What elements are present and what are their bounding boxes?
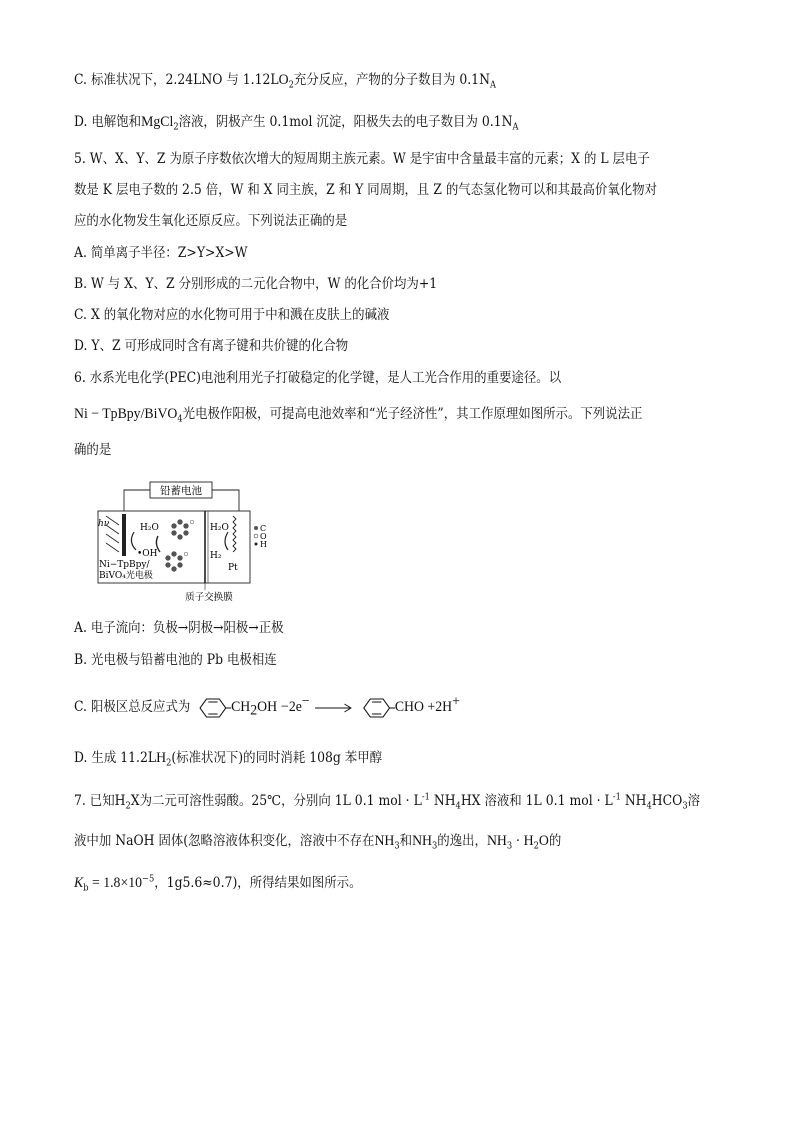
q6-option-d: D. 生成 $11.2LH_2$(标准状况下)的同时消耗 108g 苯甲醇 bbox=[74, 750, 383, 769]
pec-cell-diagram bbox=[94, 478, 278, 604]
q7-stem-line1: 7. 已知$H_2X$为二元可溶性弱酸。25℃，分别向 1L 0.1 mol · $L^{-1}$ $NH_4HX$ 溶液和 1L 0.1 mol · $L^{-1}$ $NH_4HCO_3$溶 bbox=[74, 792, 701, 812]
h2-label: H₂ bbox=[210, 551, 222, 561]
benzaldehyde-molecule bbox=[166, 552, 188, 572]
svg-text:O: O bbox=[260, 532, 267, 541]
q4-option-c: C. 标准状况下，2.24LNO 与 $1.12LO_2$充分反应，产物的分子数目为 $0.1N_A$ bbox=[74, 72, 496, 91]
q7-stem-line3: $K_b = 1.8\times 10^{-5}$，1g5.6≈0.7)，所得结果如图所示。 bbox=[74, 874, 362, 894]
hv-label: hν bbox=[98, 519, 110, 529]
arrow-left bbox=[131, 532, 136, 550]
svg-text:C: C bbox=[260, 524, 267, 533]
membrane-label: 质子交换膜 bbox=[185, 592, 233, 603]
q6-option-c: C. 阳极区总反应式为 $CH_2OH -2e^-$ CHO +2H+ bbox=[74, 693, 460, 719]
photoelectrode bbox=[122, 514, 126, 556]
q5-option-c: C. X 的氧化物对应的水化物可用于中和溅在皮肤上的碱液 bbox=[74, 307, 390, 323]
q6-stem-line1: 6. 水系光电化学(PEC)电池利用光子打破稳定的化学键，是人工光合作用的重要途径。以 bbox=[74, 370, 562, 386]
benzene-ring-product bbox=[358, 696, 395, 720]
battery-label: 铅蓄电池 bbox=[160, 485, 202, 497]
wire-right bbox=[212, 490, 239, 511]
wire-left bbox=[124, 490, 150, 511]
benzyl-alcohol-molecule bbox=[172, 520, 194, 540]
arrow-right bbox=[225, 532, 228, 550]
q4-option-d: D. 电解饱和MgCl$_2$溶液，阴极产生 0.1mol 沉淀，阳极失去的电子数目为 $0.1N_A$ bbox=[74, 114, 519, 133]
q5-option-b: B. W 与 X、Y、Z 分别形成的二元化合物中，W 的化合价均为+1 bbox=[74, 276, 438, 292]
q5-stem-line2: 数是 K 层电子数的 2.5 倍，W 和 X 同主族，Z 和 Y 同周期，且 Z 的气态氢化物可以和其最高价氧化物对 bbox=[74, 182, 658, 198]
benzene-ring-reactant bbox=[194, 696, 231, 720]
h2o-right-label: H₂O bbox=[210, 523, 229, 533]
q7-stem-line2: 液中加 NaOH 固体(忽略溶液体积变化，溶液中不存在$NH_3$和$NH_3$的逸出，$NH_3 \cdot H_2O$的 bbox=[74, 833, 562, 852]
reaction-arrow bbox=[314, 702, 354, 714]
h2o-left-label: H₂O bbox=[140, 523, 159, 533]
q5-stem-line1: 5. W、X、Y、Z 为原子序数依次增大的短周期主族元素。W 是宇宙中含量最丰富的元素；X 的 L 层电子 bbox=[74, 151, 650, 167]
pt-electrode bbox=[233, 516, 236, 552]
electrode-label-line1: Ni−TpBpy/ bbox=[99, 560, 150, 570]
q6-option-b: B. 光电极与铅蓄电池的 Pb 电极相连 bbox=[74, 652, 277, 668]
q6-option-a: A. 电子流向：负极→阴极→阳极→正极 bbox=[74, 620, 284, 636]
q5-option-d: D. Y、Z 可形成同时含有离子键和共价键的化合物 bbox=[74, 338, 349, 354]
q5-option-a: A. 简单离子半径：Z>Y>X>W bbox=[74, 245, 248, 261]
q6-stem-line3: 确的是 bbox=[74, 442, 112, 458]
svg-text:H: H bbox=[260, 540, 267, 549]
pt-label: Pt bbox=[228, 563, 238, 573]
q6-stem-line2: Ni − TpBpy/BiVO$_4$光电极作阳极，可提高电池效率和“光子经济性”，其工作原理如图所示。下列说法正 bbox=[74, 406, 643, 425]
q5-stem-line3: 应的水化物发生氧化还原反应。下列说法正确的是 bbox=[74, 213, 348, 229]
legend bbox=[254, 524, 267, 549]
oh-label: •OH bbox=[137, 549, 158, 559]
electrode-label-line2: BiVO₄光电极 bbox=[99, 571, 153, 581]
